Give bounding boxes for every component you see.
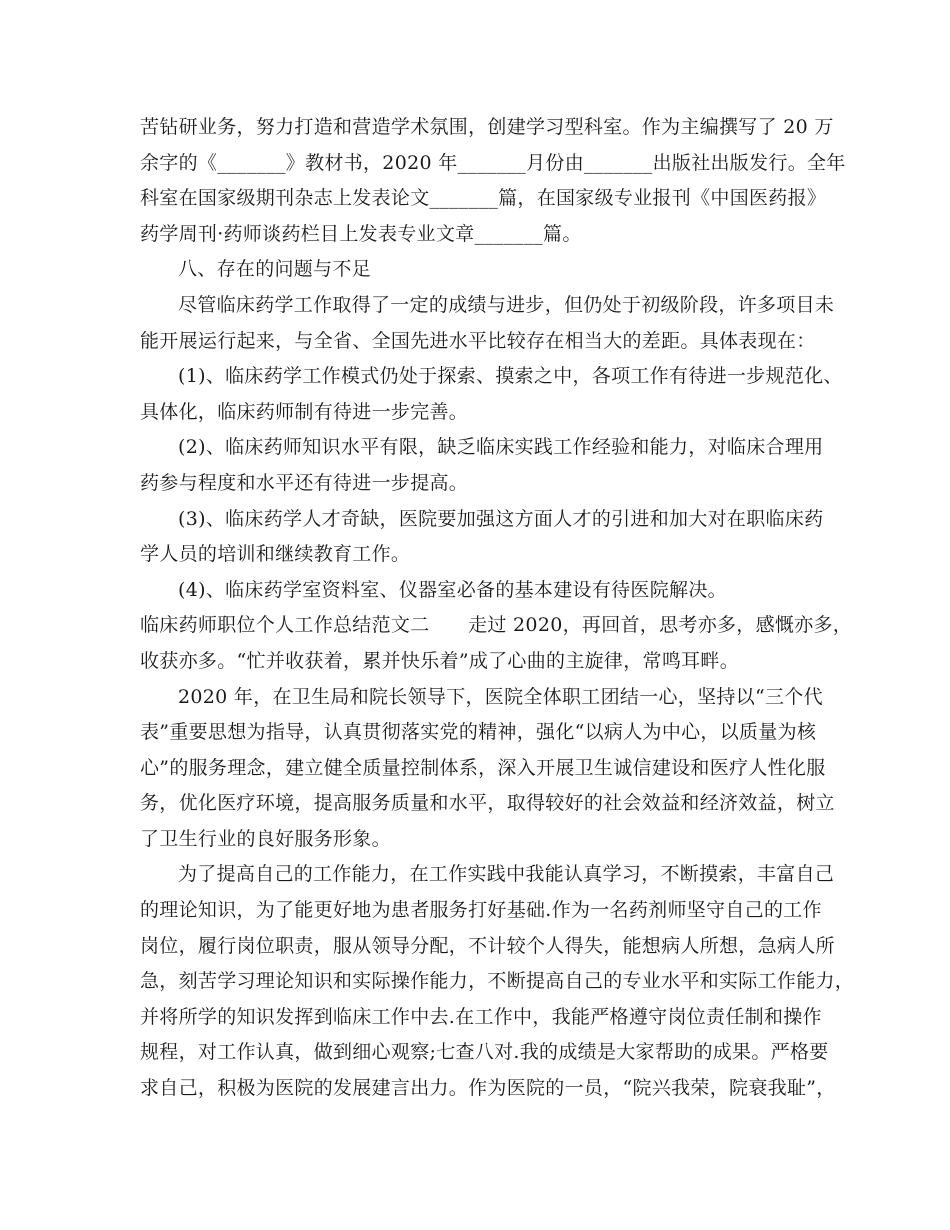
text-line: 表”重要思想为指导，认真贯彻落实党的精神，强化“以病人为中心，以质量为核 — [140, 721, 817, 744]
text-line: 了卫生行业的良好服务形象。 — [140, 827, 391, 850]
text-line: 能开展运行起来，与全省、全国先进水平比较存在相当大的差距。具体表现在： — [140, 329, 816, 352]
text-line: 学人员的培训和继续教育工作。 — [140, 543, 411, 566]
text-line: (3)、临床药学人才奇缺，医院要加强这方面人才的引进和加大对在职临床药 — [178, 507, 824, 530]
text-line: 急，刻苦学习理论知识和实际操作能力，不断提高自己的专业水平和实际工作能力， — [140, 970, 855, 993]
text-line: 的理论知识，为了能更好地为患者服务打好基础.作为一名药剂师坚守自己的工作 — [140, 899, 822, 922]
text-line: 为了提高自己的工作能力，在工作实践中我能认真学习，不断摸索，丰富自己 — [178, 863, 835, 886]
text-line: 药参与程度和水平还有待进一步提高。 — [140, 471, 469, 494]
text-line: (2)、临床药师知识水平有限，缺乏临床实践工作经验和能力，对临床合理用 — [178, 436, 824, 459]
text-line: 求自己，积极为医院的发展建言出力。作为医院的一员，“院兴我荣，院衰我耻”， — [140, 1077, 836, 1100]
text-line: 余字的《_______》教材书，2020 年_______月份由_______出版社出版发行。全年 — [140, 151, 846, 174]
text-line: 药学周刊·药师谈药栏目上发表专业文章_______篇。 — [140, 222, 582, 245]
document-body-text — [140, 110, 855, 1107]
text-line: 尽管临床药学工作取得了一定的成绩与进步，但仍处于初级阶段，许多项目未 — [178, 293, 835, 316]
text-line: (1)、临床药学工作模式仍处于探索、摸索之中，各项工作有待进一步规范化、 — [178, 365, 843, 388]
text-line: 2020 年，在卫生局和院长领导下，医院全体职工团结一心，坚持以“三个代 — [178, 685, 823, 708]
text-line: 具体化，临床药师制有待进一步完善。 — [140, 400, 469, 423]
text-line: 收获亦多。“忙并收获着，累并快乐着”成了心曲的主旋律，常鸣耳畔。 — [140, 649, 740, 672]
text-line: 岗位，履行岗位职责，服从领导分配，不计较个人得失，能想病人所想，急病人所 — [140, 934, 835, 957]
text-line: 科室在国家级期刊杂志上发表论文_______篇，在国家级专业报刊《中国医药报》 — [140, 187, 827, 210]
text-line: 苦钻研业务，努力打造和营造学术氛围，创建学习型科室。作为主编撰写了 20 万 — [140, 116, 834, 138]
text-line: 务，优化医疗环境，提高服务质量和水平，取得较好的社会效益和经济效益，树立 — [140, 792, 835, 815]
text-line: 心”的服务理念，建立健全质量控制体系，深入开展卫生诚信建设和医疗人性化服 — [140, 756, 826, 779]
text-line: (4)、临床药学室资料室、仪器室必备的基本建设有待医院解决。 — [178, 578, 727, 601]
text-line: 八、存在的问题与不足 — [178, 258, 372, 281]
text-line: 规程，对工作认真，做到细心观察;七查八对.我的成绩是大家帮助的成果。严格要 — [140, 1041, 829, 1064]
text-line: 临床药师职位个人工作总结范文二 走过 2020，再回首，思考亦多，感慨亦多， — [140, 614, 853, 637]
text-line: 并将所学的知识发挥到临床工作中去.在工作中，我能严格遵守岗位责任制和操作 — [140, 1005, 822, 1028]
